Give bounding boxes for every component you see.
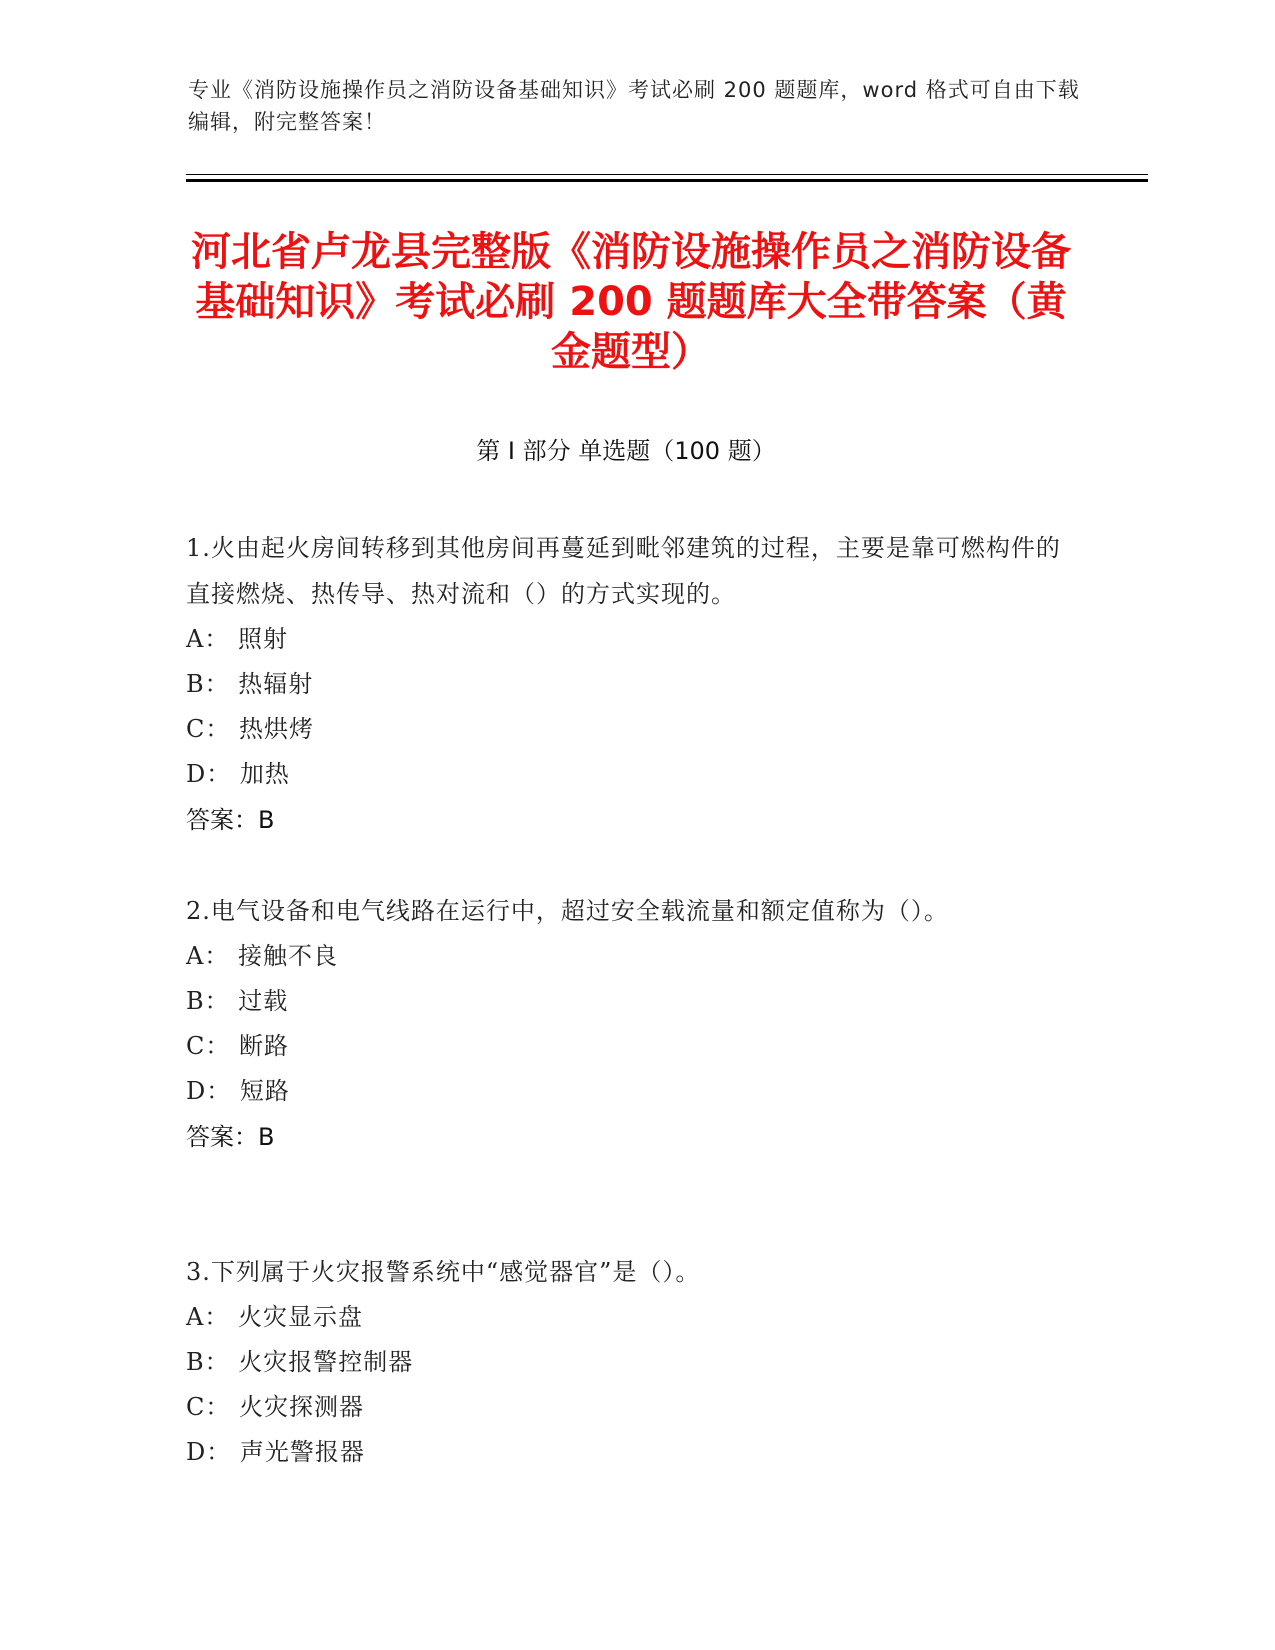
- answer-line: 答案：B: [186, 806, 275, 834]
- header-divider-thin: [186, 174, 1148, 175]
- option-b: B： 热辐射: [186, 670, 314, 698]
- option-d: D： 加热: [186, 760, 290, 788]
- section-heading: 第 I 部分 单选题（100 题）: [476, 437, 776, 465]
- question-1: [186, 525, 1066, 843]
- header-divider-thick: [186, 179, 1148, 182]
- question-2: [186, 888, 1066, 1160]
- option-c: C： 热烘烤: [186, 715, 314, 743]
- question-3: [186, 1249, 1066, 1475]
- option-d: D： 声光警报器: [186, 1438, 365, 1466]
- option-b: B： 过载: [186, 987, 289, 1015]
- question-stem: 1.火由起火房间转移到其他房间再蔓延到毗邻建筑的过程，主要是靠可燃构件的直接燃烧、热传导、热对流和（）的方式实现的。: [186, 534, 1061, 608]
- document-title: 河北省卢龙县完整版《消防设施操作员之消防设备基础知识》考试必刷 200 题题库大全带答案（黄金题型）: [191, 229, 1071, 375]
- answer-line: 答案：B: [186, 1123, 275, 1151]
- option-d: D： 短路: [186, 1077, 290, 1105]
- question-stem: 3.下列属于火灾报警系统中“感觉器官”是（）。: [186, 1258, 701, 1286]
- question-stem: 2.电气设备和电气线路在运行中，超过安全载流量和额定值称为（）。: [186, 897, 949, 925]
- option-a: A： 接触不良: [186, 942, 338, 970]
- option-a: A： 火灾显示盘: [186, 1303, 363, 1331]
- option-a: A： 照射: [186, 625, 288, 653]
- option-c: C： 断路: [186, 1032, 289, 1060]
- option-c: C： 火灾探测器: [186, 1393, 364, 1421]
- header-note: 专业《消防设施操作员之消防设备基础知识》考试必刷 200 题题库，word 格式可自由下载编辑，附完整答案！: [188, 78, 1080, 134]
- option-b: B： 火灾报警控制器: [186, 1348, 414, 1376]
